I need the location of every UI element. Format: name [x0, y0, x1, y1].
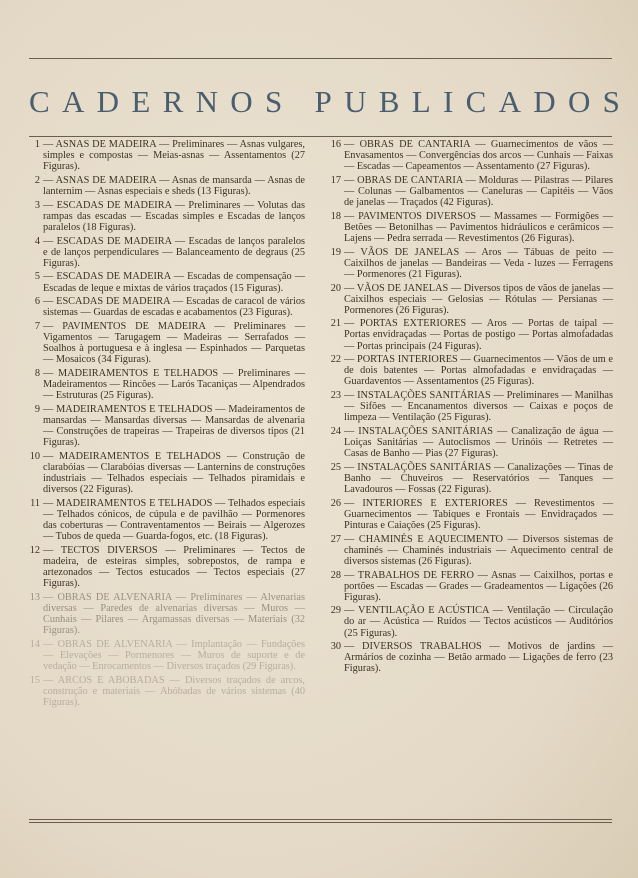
entry-number: 23 — [330, 390, 341, 402]
catalog-entry — [22, 404, 305, 448]
entry-number: 17 — [330, 174, 341, 186]
entry-text: — PORTAS INTERIORES — Guarnecimentos — Vãos de um e de dois batentes — Portas almofadadas e envidraçadas — Guardaventos — Assentamentos (25 Figuras). — [344, 354, 613, 388]
entry-number: 7 — [34, 320, 40, 332]
entry-text: — ARCOS E ABOBADAS — Diversos traçados de arcos, construção e materiais — Abóbadas de vários sistemas (40 Figuras). — [43, 674, 305, 708]
entry-text: — TECTOS DIVERSOS — Preliminares — Tectos de madeira, de esteiras simples, sobrepostos, de rampa e artezonados — Tectos estucados — Tectos especiais (27 Figuras). — [43, 544, 305, 589]
entry-text: — VÃOS DE JANELAS — Diversos tipos de vãos de janelas — Caixilhos especiais — Gelosias — Rótulas — Persianas — Pormenores (26 Figuras). — [344, 282, 613, 316]
title-rule — [29, 136, 612, 137]
entry-text: — CHAMINÉS E AQUECIMENTO — Diversos sistemas de chaminés — Chaminés industriais — Aquecimento central de diversos sistemas (26 Figuras). — [344, 533, 613, 567]
entry-number: 26 — [330, 497, 341, 509]
catalog-entry — [22, 236, 305, 269]
entry-text: — MADEIRAMENTOS E TELHADOS — Madeiramentos de mansardas — Mansardas diversas — Mansardas de alvenaria — Construções de trapeiras — Trapeiras de diversos tipos (21 Figuras). — [43, 403, 305, 449]
entry-number: 2 — [34, 174, 40, 186]
catalog-entry — [22, 368, 305, 401]
top-rule — [29, 58, 612, 59]
entry-number: 14 — [29, 638, 40, 650]
entry-number: 21 — [330, 318, 341, 330]
entry-number: 25 — [330, 461, 341, 473]
catalog-entry — [22, 200, 305, 233]
bottom-rule-double — [29, 822, 612, 823]
catalog-entry — [22, 139, 305, 172]
catalog-entry — [323, 498, 613, 531]
entry-text: — VÃOS DE JANELAS — Aros — Tábuas de peito — Caixilhos de janelas — Bandeiras — Veda - luzes — Ferragens — Pormenores (21 Figuras). — [344, 246, 613, 280]
entry-number: 19 — [330, 246, 341, 258]
catalog-entry — [22, 675, 305, 708]
entry-text: — INTERIORES E EXTERIORES — Revestimentos — Guarnecimentos — Tabiques e Frontais — Envidraçados — Pinturas e Caiações (25 Figuras). — [344, 497, 613, 531]
catalog-entry — [22, 498, 305, 542]
entry-text: — MADEIRAMENTOS E TELHADOS — Telhados especiais — Telhados cónicos, de cúpula e de pavilhão — Pormenores das coberturas — Contraventamentos — Beirais — Algerozes — Tubos de queda — Guarda-fogos, etc. (18 Figuras). — [43, 497, 305, 543]
catalog-entry — [323, 211, 613, 244]
entry-number: 30 — [330, 641, 341, 653]
entry-text: — ESCADAS DE MADEIRA — Escadas de compensação — Escadas de leque e mixtas de vários traçados (15 Figuras). — [43, 271, 305, 294]
entry-number: 27 — [330, 533, 341, 545]
entry-number: 6 — [34, 296, 40, 308]
entry-number: 5 — [34, 271, 40, 283]
entry-text: — ASNAS DE MADEIRA — Asnas de mansarda — Asnas de lanternim — Asnas especiais e sheds (13 Figuras). — [43, 174, 305, 197]
catalog-entry — [323, 570, 613, 603]
entry-number: 8 — [34, 367, 40, 379]
entry-text: — OBRAS DE ALVENARIA — Preliminares — Alvenarias diversas — Paredes de alvenarias diversas — Muros — Cunhais — Pilares — Argamassas diversas — Materiais (32 Figuras). — [43, 591, 305, 636]
entry-number: 12 — [29, 544, 40, 556]
entry-number: 16 — [330, 139, 341, 150]
entry-text: — TRABALHOS DE FERRO — Asnas — Caixilhos, portas e portões — Escadas — Grades — Gradeamentos — Ligações (26 Figuras). — [344, 569, 613, 603]
catalog-entry — [22, 545, 305, 589]
catalog-entry — [323, 175, 613, 208]
entry-number: 11 — [30, 497, 40, 509]
entry-text: — INSTALAÇÕES SANITÁRIAS — Preliminares — Manilhas — Sifões — Encanamentos diversos — Caixas e poços de limpeza — Ventilação (25 Figuras). — [344, 390, 613, 424]
catalog-entry — [323, 139, 613, 172]
entry-text: — PAVIMENTOS DIVERSOS — Massames — Formigões — Betões — Betonilhas — Pavimentos hidráulicos e cerâmicos — Lajens — Pedra serrada — Revestimentos (26 Figuras). — [344, 210, 613, 244]
entry-text: — PORTAS EXTERIORES — Aros — Portas de taipal — Portas envidraçadas — Portas de postigo — Portas almofadadas — Portas principais (24 Figuras). — [344, 318, 613, 352]
entry-text: — ESCADAS DE MADEIRA — Escadas de lanços paralelos e de lanços perpendiculares — Balanceamento de degraus (25 Figuras). — [43, 235, 305, 269]
entry-text: — OBRAS DE CANTARIA — Molduras — Pilastras — Pilares — Colunas — Galbamentos — Caneluras — Capitéis — Vãos de janelas — Traçados (42 Figuras). — [344, 174, 613, 209]
entry-text: — INSTALAÇÕES SANITÁRIAS — Canalização de água — Loiças Sanitárias — Autoclismos — Urinóis — Retretes — Casas de Banho — Pias (27 Figuras). — [344, 426, 613, 460]
catalog-entry — [323, 247, 613, 280]
catalog-entry — [323, 283, 613, 316]
entry-number: 22 — [330, 354, 341, 366]
catalog-entry — [22, 592, 305, 636]
catalog-entry — [323, 354, 613, 387]
entry-number: 24 — [330, 426, 341, 437]
entry-number: 3 — [34, 199, 40, 211]
catalog-entry — [323, 641, 613, 674]
entry-number: 29 — [330, 605, 341, 617]
entry-text: — OBRAS DE ALVENARIA — Implantação — Fundações — Elevações — Pormenores — Muros de suporte e de vedação — Enrocamentos — Diversos traçados (29 Figuras). — [43, 638, 305, 672]
catalog-entry — [323, 426, 613, 459]
entry-number: 4 — [34, 235, 40, 247]
catalog-entry — [22, 321, 305, 365]
catalog-entry — [22, 175, 305, 197]
right-column — [323, 139, 613, 677]
entry-text: — DIVERSOS TRABALHOS — Motivos de jardins — Armários de cozinha — Betão armado — Ligações de ferro (23 Figuras). — [344, 641, 613, 675]
catalog-entry — [22, 271, 305, 293]
left-column — [22, 139, 305, 710]
catalog-entry — [323, 318, 613, 351]
entry-number: 15 — [29, 674, 40, 686]
entry-number: 13 — [29, 591, 40, 603]
catalog-entry — [323, 605, 613, 638]
entry-number: 10 — [29, 450, 40, 462]
catalog-entry — [323, 390, 613, 423]
entry-number: 28 — [330, 569, 341, 581]
entry-text: — ASNAS DE MADEIRA — Preliminares — Asnas vulgares, simples e compostas — Meias-asnas — Assentamentos (27 Figuras). — [43, 139, 305, 173]
entry-text: — MADEIRAMENTOS E TELHADOS — Construção de clarabóias — Clarabóias diversas — Lanternins de construções industriais — Telhados especiais — Telhados piramidais e diversos (22 Figuras). — [43, 450, 305, 496]
page-title: CADERNOS PUBLICADOS — [29, 84, 633, 119]
catalog-entry — [22, 451, 305, 495]
entry-text: — VENTILAÇÃO E ACÚSTICA — Ventilação — Circulação do ar — Acústica — Ruídos — Tectos acústicos — Auditórios (25 Figuras). — [344, 605, 613, 639]
bottom-rule — [29, 819, 612, 820]
entry-text: — PAVIMENTOS DE MADEIRA — Preliminares — Vigamentos — Tarugagem — Madeiras — Serrafados — Soalhos à portuguesa e à inglesa — Espinhados — Parquetas — Mosaicos (34 Figuras). — [43, 320, 305, 366]
catalog-entry — [22, 296, 305, 318]
entry-number: 1 — [34, 139, 40, 150]
entry-number: 18 — [330, 210, 341, 222]
catalog-entry — [22, 639, 305, 672]
catalog-entry — [323, 462, 613, 495]
catalog-entry — [323, 534, 613, 567]
entry-text: — ESCADAS DE MADEIRA — Escadas de caracol de vários sistemas — Guardas de escadas e acabamentos (23 Figuras). — [43, 296, 305, 319]
entry-text: — INSTALAÇÕES SANITÁRIAS — Canalizações — Tinas de Banho — Chuveiros — Reservatórios — Tanques — Lavadouros — Fossas (22 Figuras). — [344, 461, 613, 496]
entry-text: — ESCADAS DE MADEIRA — Preliminares — Volutas das rampas das escadas — Escadas simples e Escadas de lanços paralelos (18 Figuras). — [43, 199, 305, 233]
entry-number: 9 — [34, 403, 40, 415]
entry-number: 20 — [330, 282, 341, 294]
entry-text: — MADEIRAMENTOS E TELHADOS — Preliminares — Madeiramentos — Rincões — Larós Tacaniças — Alpendrados — Estruturas (25 Figuras). — [43, 367, 305, 402]
entry-text: — OBRAS DE CANTARIA — Guarnecimentos de vãos — Envasamentos — Convergências dos arcos — Cunhais — Faixas — Escadas — Capeamentos — Assentamento (27 Figuras). — [344, 139, 613, 173]
